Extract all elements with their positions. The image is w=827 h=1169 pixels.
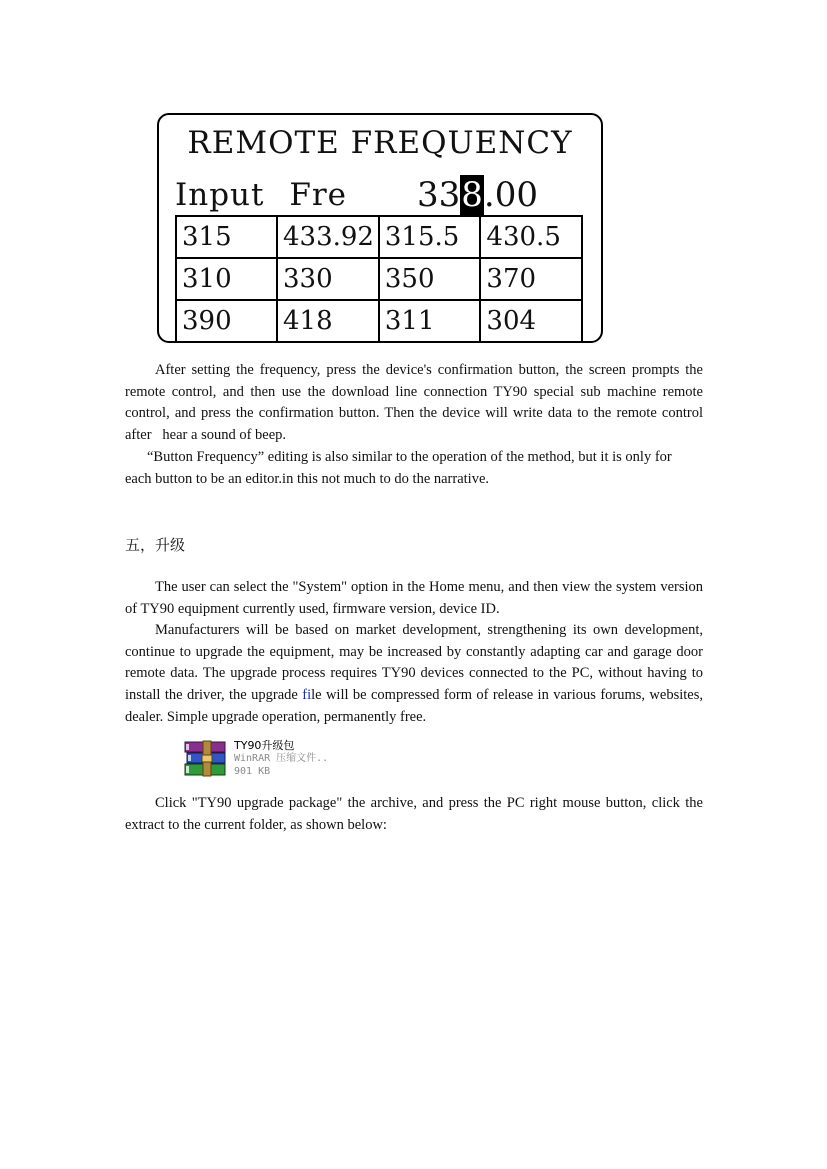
text-line: remote control, and then use the download line connection TY90 special sub machine remote bbox=[125, 383, 703, 400]
text-line: after hear a sound of beep. bbox=[125, 427, 287, 444]
lcd-grid-row bbox=[176, 300, 582, 342]
lcd-grid-row bbox=[176, 216, 582, 258]
winrar-archive-icon bbox=[183, 740, 229, 778]
archive-file-name: TY90升级包 bbox=[234, 739, 295, 752]
lcd-grid-cell: 430.5 bbox=[480, 216, 582, 258]
text-segment: install the driver, the upgrade bbox=[125, 687, 303, 704]
text-segment: le will be compressed form of release in various forums, websites, bbox=[311, 687, 703, 704]
lcd-grid-cell: 418 bbox=[277, 300, 379, 342]
paragraph-extract-instructions bbox=[125, 793, 703, 836]
text-line: The user can select the "System" option in the Home menu, and then view the system version bbox=[155, 579, 703, 595]
archive-file-item[interactable] bbox=[183, 739, 383, 779]
lcd-grid-cell: 310 bbox=[176, 258, 277, 300]
text-line: continue to upgrade the equipment, may be increased by constantly adapting car and garage door bbox=[125, 643, 703, 660]
lcd-grid-cell: 370 bbox=[480, 258, 582, 300]
lcd-grid-cell: 433.92 bbox=[277, 216, 379, 258]
archive-file-type: WinRAR 压缩文件.. bbox=[234, 753, 329, 764]
lcd-grid-cell: 330 bbox=[277, 258, 379, 300]
text-line: Click "TY90 upgrade package" the archive, and press the PC right mouse button, click the bbox=[155, 795, 703, 811]
lcd-grid-row bbox=[176, 258, 582, 300]
lcd-grid-cell: 304 bbox=[480, 300, 582, 342]
section-heading-upgrade: 五，升级 bbox=[125, 536, 186, 554]
lcd-grid-cell: 390 bbox=[176, 300, 277, 342]
paragraph-frequency-setting bbox=[125, 360, 703, 447]
text-line-with-fi bbox=[125, 685, 703, 707]
lcd-remote-frequency-screen bbox=[157, 113, 603, 343]
lcd-input-cursor-digit: 8 bbox=[461, 175, 483, 215]
archive-file-size: 901 KB bbox=[234, 766, 271, 777]
text-line: each button to be an editor.in this not much to do the narrative. bbox=[125, 470, 490, 487]
text-line: remote data. The upgrade process requires TY90 devices connected to the PC, without having to bbox=[125, 665, 703, 682]
paragraph-button-frequency bbox=[125, 447, 703, 490]
text-line: Manufacturers will be based on market development, strengthening its own development, bbox=[155, 622, 703, 638]
text-line: After setting the frequency, press the device's confirmation button, the screen prompts the bbox=[155, 362, 703, 378]
lcd-grid-cell: 350 bbox=[379, 258, 481, 300]
lcd-input-value bbox=[417, 175, 538, 215]
text-line: control, and press the confirmation button. Then the device will write data to the remote control bbox=[125, 405, 703, 422]
lcd-input-label: Input Fre bbox=[175, 177, 348, 213]
text-line: “Button Frequency” editing is also similar to the operation of the method, but it is only for bbox=[147, 449, 672, 465]
lcd-frequency-grid bbox=[175, 215, 583, 343]
text-line: extract to the current folder, as shown below: bbox=[125, 816, 387, 833]
lcd-input-value-post: .00 bbox=[483, 175, 538, 215]
paragraph-upgrade-process bbox=[125, 620, 703, 729]
lcd-title: REMOTE FREQUENCY bbox=[187, 125, 573, 161]
fi-ligature: fi bbox=[302, 687, 312, 704]
lcd-grid-cell: 315 bbox=[176, 216, 277, 258]
text-line: of TY90 equipment currently used, firmware version, device ID. bbox=[125, 600, 500, 617]
lcd-grid-cell: 311 bbox=[379, 300, 481, 342]
text-line: dealer. Simple upgrade operation, permanently free. bbox=[125, 708, 427, 725]
paragraph-system-version bbox=[125, 577, 703, 620]
lcd-input-value-pre: 33 bbox=[417, 175, 461, 215]
lcd-grid-cell: 315.5 bbox=[379, 216, 481, 258]
